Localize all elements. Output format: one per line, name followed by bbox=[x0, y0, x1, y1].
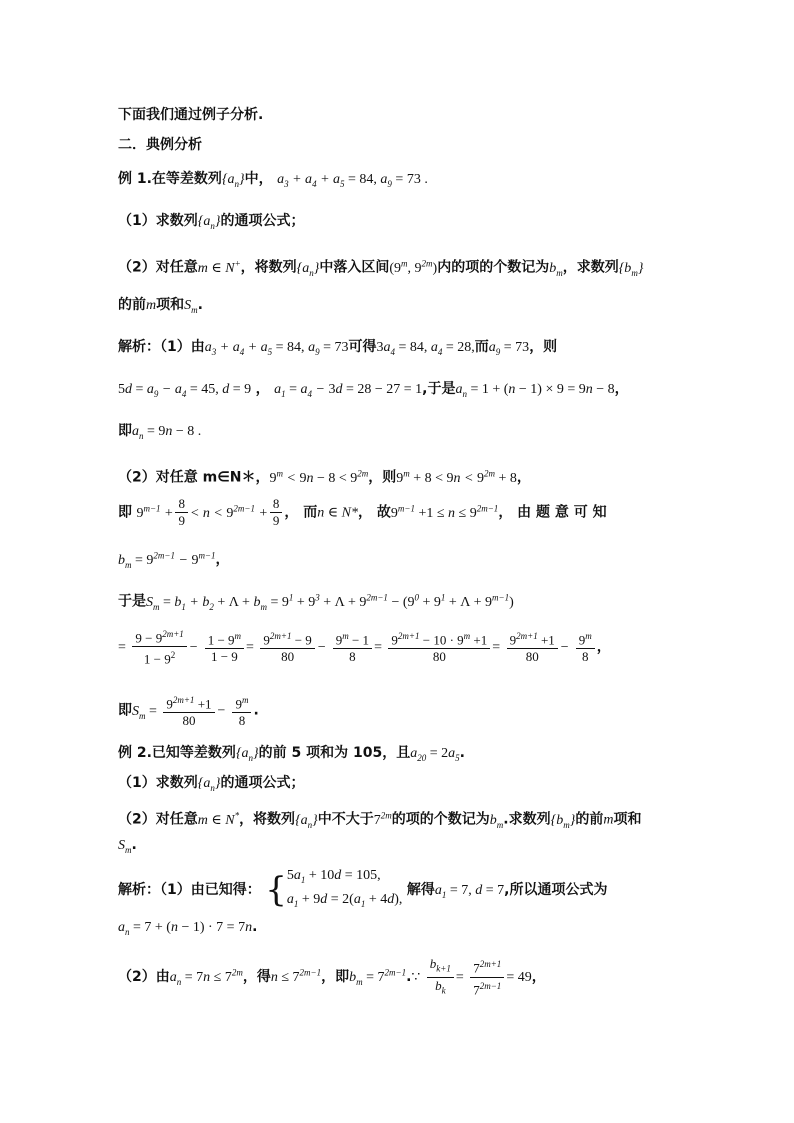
example-1-solution-8: = $\frac{9 - 9^{2m+1}}{1 - 9^2}$ − $\frac{1 - 9^m}{1 - 9}$ = $\frac{9^{2m+1} - 9}{80}$ − $\frac{9^m - 1}{8}$ = $\frac{9^{2m+1} - 10 \cdot 9^m +1}{80}$ = $\frac{9^{2m+1} +1}{80}$ − $\frac{9^m}{8}$ ， bbox=[118, 626, 611, 668]
example-1-solution-7: 于是$S_m = b_1 + b_2 + \Lambda + b_m = 9^1 + 9^3 + \Lambda + 9^{2m-1} - (9^0 + 9^1 + \Lambda + 9^{m-1})$ bbox=[118, 592, 514, 612]
example-1-question-2-cont: 的前m项和$S_m$. bbox=[118, 297, 203, 315]
example-1-question-1: （1）求数列$\{a_n\}$的通项公式； bbox=[118, 213, 305, 231]
example-1-solution-9: 即$S_m$ = $\frac{9^{2m+1} +1}{80}$ − $\frac{9^m}{8}$ . bbox=[118, 692, 259, 729]
example-2-heading: 例 2.已知等差数列$\{a_n\}$的前 5 项和为 105，且$a_{20} = 2a_5$. bbox=[118, 745, 465, 763]
example-1-heading: 例 1.在等差数列$\{a_n\}$中， $a_3 + a_4 + a_5 = 84$, $a_9 = 73$ . bbox=[118, 171, 428, 189]
example-1-solution-5: 即 $9^{m-1}$ + $\frac{8}{9}$ < $n < 9^{2m-1}$ + $\frac{8}{9}$ ， 而n ∈ N*， 故$9^{m-1} +1 \le n \le 9^{2m-1}$， 由 题 意 可 知 bbox=[118, 496, 607, 528]
example-2-solution-1: 解析：（1）由已知得： { $5a_1 + 10d = 105$, $a_1 + 9d = 2(a_1 + 4d)$, 解得$a_1 = 7$, d = 7,所以通项公式为 bbox=[118, 868, 608, 910]
example-2-question-1: （1）求数列$\{a_n\}$的通项公式； bbox=[118, 775, 305, 793]
example-1-solution-1: 解析：（1）由$a_3 + a_4 + a_5 = 84$, $a_9 = 73$可得$3a_4 = 84$, $a_4 = 28$,而$a_9 = 73$，则 bbox=[118, 339, 558, 357]
example-2-solution-2: $a_n = 7 + (n - 1) \cdot 7 = 7n$. bbox=[118, 919, 258, 937]
example-1-question-2: （2）对任意m ∈ N+，将数列$\{a_n\}$中落入区间(9$^m$, $9^{2m}$)内的项的个数记为$b_m$，求数列$\{b_m\}$ bbox=[118, 258, 644, 278]
example-1-solution-2: $5d = a_9 - a_4 = 45$, d = 9 ， $a_1 = a_4 - 3d = 28 - 27 = 1$,于是$a_n = 1 + (n - 1) \times 9 = 9n - 8$， bbox=[118, 381, 629, 399]
example-1-solution-3: 即$a_n = 9n - 8$ . bbox=[118, 423, 202, 441]
example-2-question-2-cont: $S_m$. bbox=[118, 837, 137, 855]
example-1-solution-4: （2）对任意 m∈N＊，$9^m < 9n - 8 < 9^{2m}$，则$9^m + 8 < 9n < 9^{2m} + 8$， bbox=[118, 468, 531, 486]
example-1-solution-6: $b_m = 9^{2m-1} - 9^{m-1}$， bbox=[118, 550, 230, 570]
intro-text: 下面我们通过例子分析. bbox=[118, 107, 264, 123]
section-title: 二．典例分析 bbox=[118, 137, 202, 153]
example-2-question-2: （2）对任意m ∈ N*，将数列$\{a_n\}$中不大于$7^{2m}$的项的个数记为$b_m$.求数列$\{b_m\}$的前m项和 bbox=[118, 810, 642, 830]
example-2-solution-3: （2）由$a_n = 7n \le 7^{2m}$，得$n \le 7^{2m-1}$，即$b_m$ = $7^{2m-1}.\because$ $\frac{b_{k+1}}{b_k}$ = $\frac{7^{2m+1}}{7^{2m-1}}$ = 49， bbox=[118, 956, 546, 997]
